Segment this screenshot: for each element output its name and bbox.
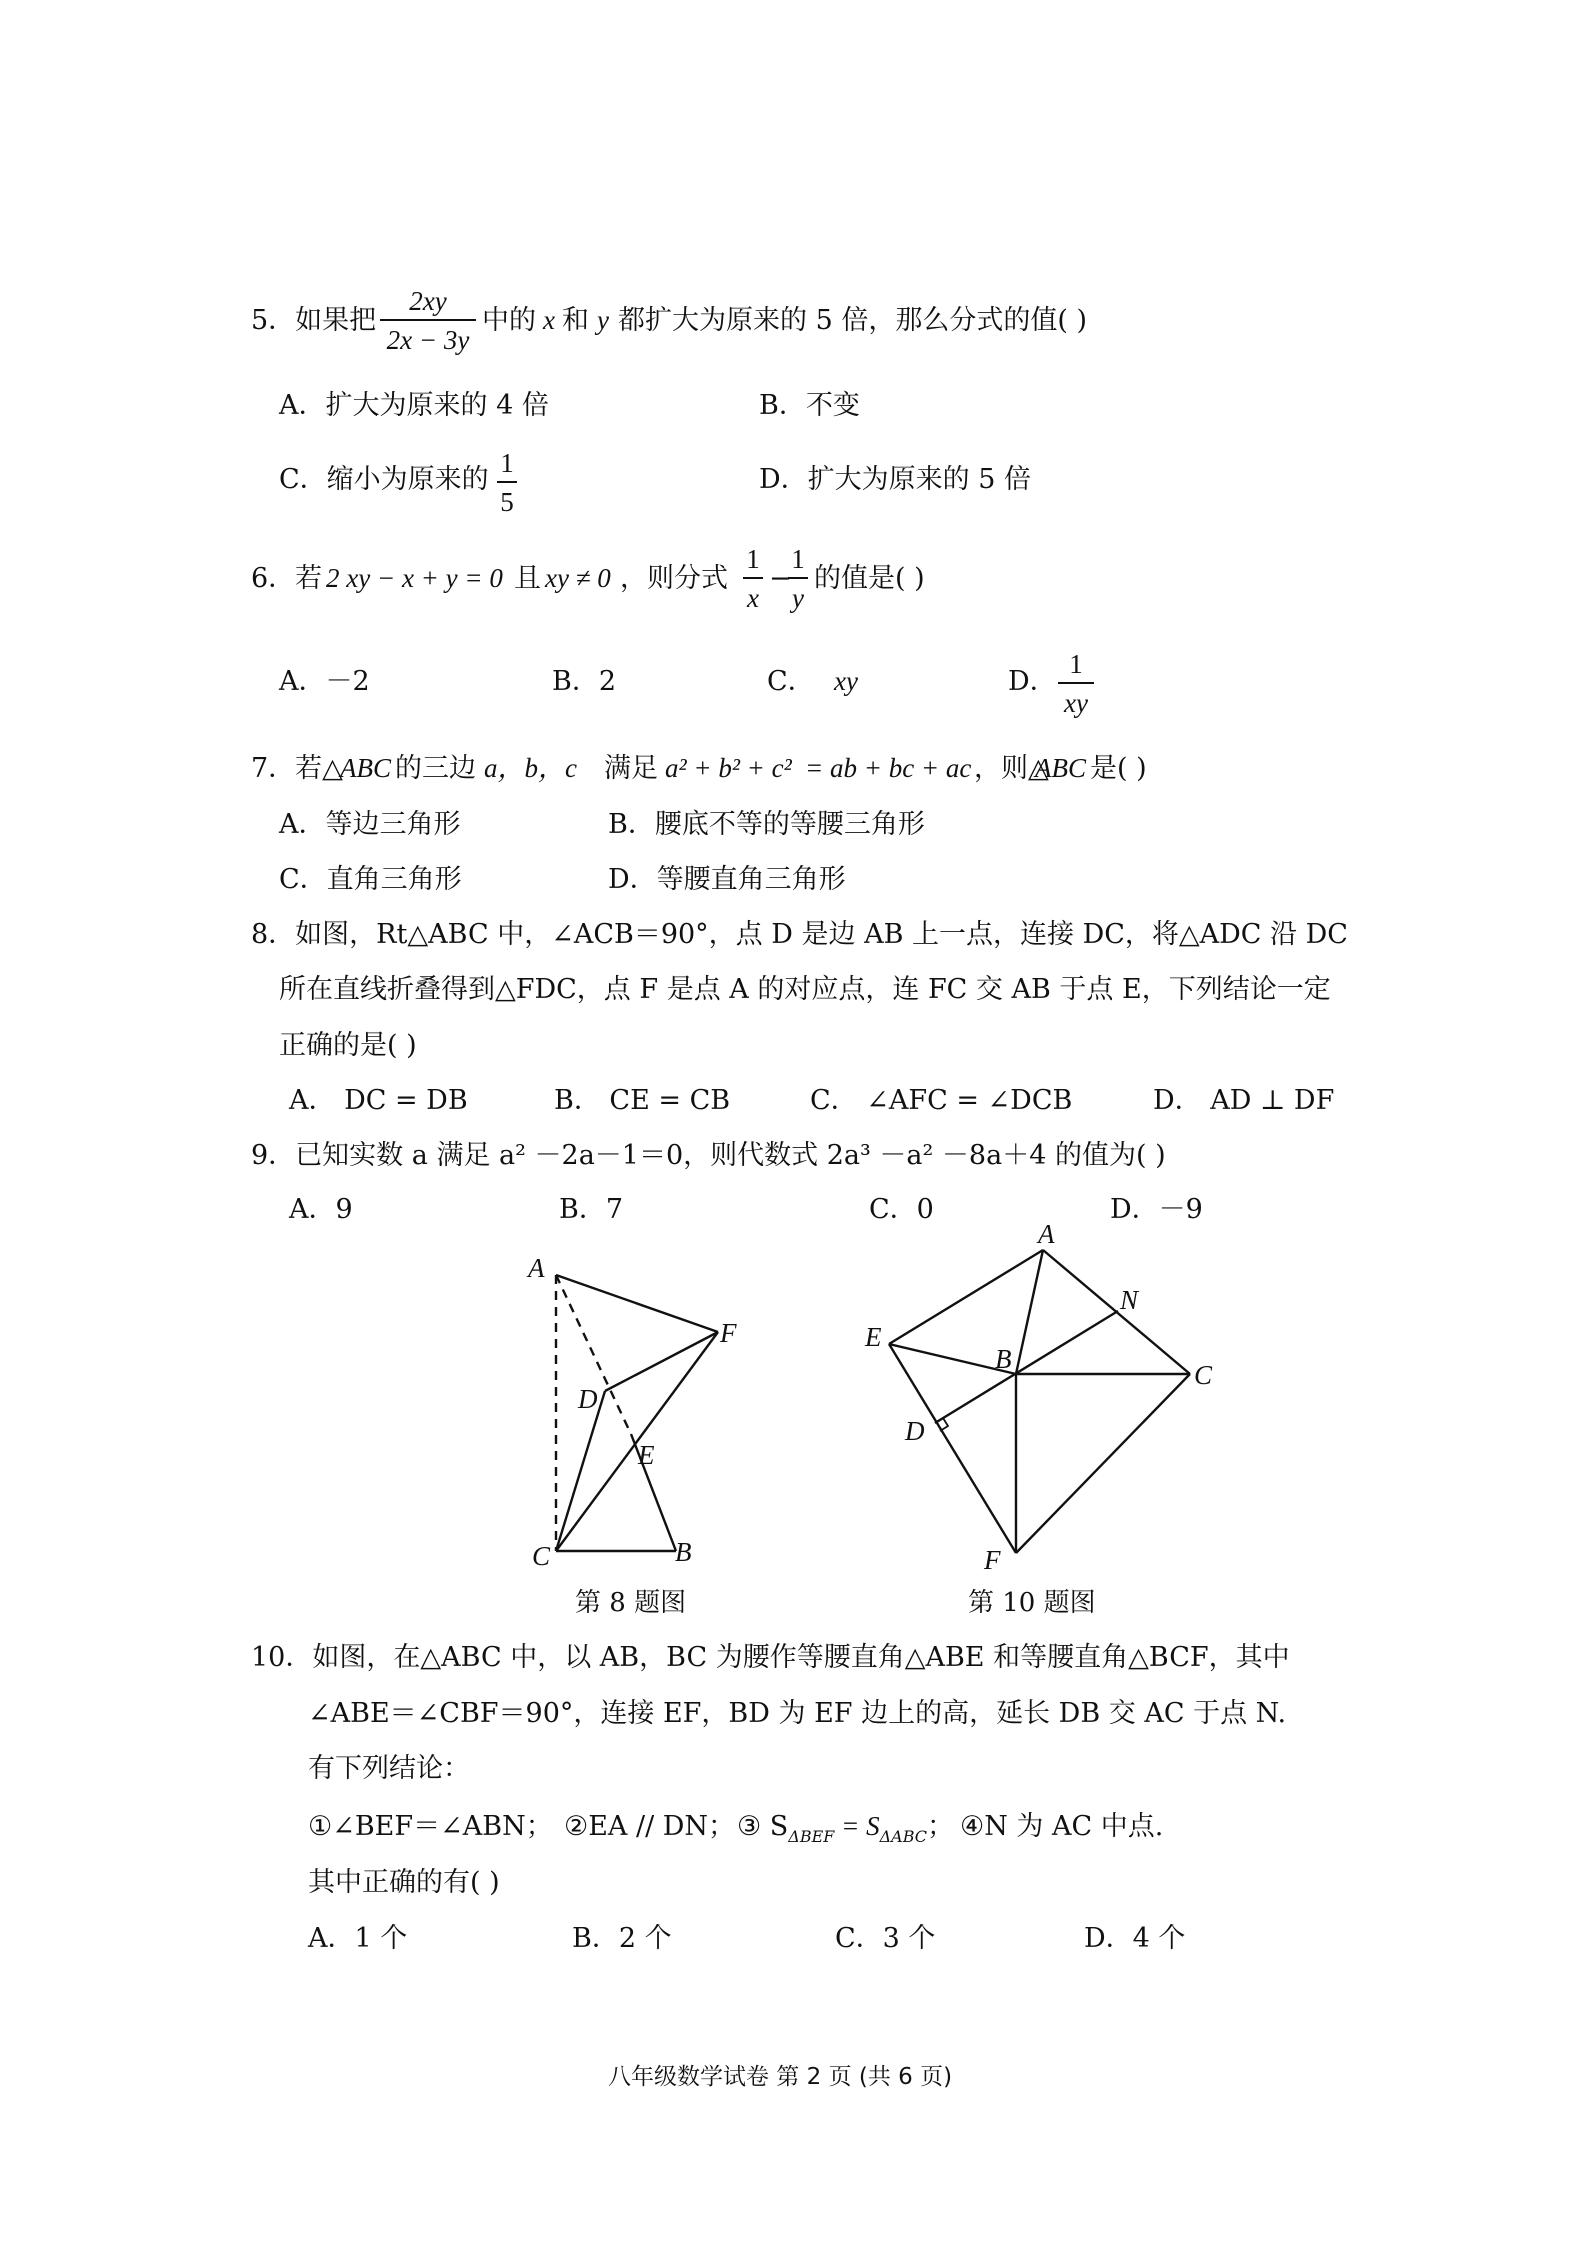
- q10-c3-sub2: ΔABC: [879, 1827, 928, 1846]
- q10-conclusion-4: ④N 为 AC 中点.: [960, 1811, 1164, 1842]
- q8-option-a: A． DC = DB: [289, 1085, 468, 1116]
- q10-line-2: ∠ABE＝∠CBF＝90°，连接 EF，BD 为 EF 边上的高，延长 DB 交 AC 于点 N.: [308, 1698, 1287, 1729]
- q7-eq-lhs: a² + b² + c²: [665, 753, 792, 783]
- q6-and: 且: [514, 563, 541, 594]
- q10-option-b: B．2 个: [572, 1923, 672, 1954]
- q6-option-d-numerator: 1: [1069, 649, 1083, 679]
- q6-option-c-value: xy: [834, 666, 858, 696]
- fig8-segment-af: [556, 1275, 718, 1332]
- fig8-label-d: D: [578, 1384, 598, 1414]
- q6-condition2: xy ≠ 0: [545, 563, 611, 593]
- q6-option-d-denominator: xy: [1064, 688, 1088, 718]
- q5-option-a: A．扩大为原来的 4 倍: [279, 390, 549, 421]
- q9-option-d: D．－9: [1110, 1194, 1203, 1225]
- q10-line-3: 有下列结论：: [308, 1753, 470, 1784]
- q6-fraction-1-denominator: x: [747, 583, 759, 613]
- q5-option-c-denominator: 5: [500, 487, 514, 517]
- q7-suffix-abc: ABC: [1035, 753, 1086, 783]
- q5-option-c-numerator: 1: [500, 448, 514, 478]
- q9-option-a: A．9: [289, 1194, 353, 1225]
- fig8-label-c: C: [532, 1541, 551, 1571]
- fig10-label-d: D: [905, 1416, 925, 1446]
- q10-c3-eq: = S: [834, 1811, 880, 1841]
- q5-var-x: x: [543, 305, 555, 335]
- q5-prefix: 5．如果把: [251, 305, 377, 336]
- q9-line-1: 9．已知实数 a 满足 a² －2a－1＝0，则代数式 2a³ －a² －8a＋4 的值为( ): [251, 1140, 1166, 1171]
- q7-prefix: 7．若△: [251, 753, 343, 784]
- q5-option-d: D．扩大为原来的 5 倍: [759, 464, 1031, 495]
- fig10-label-f: F: [984, 1545, 1001, 1575]
- q7-option-a: A．等边三角形: [279, 809, 461, 840]
- fig10-segment-ef: [889, 1344, 1016, 1553]
- fig10-caption: 第 10 题图: [968, 1588, 1096, 1618]
- q5-fraction-denominator: 2x − 3y: [386, 325, 470, 355]
- q6-option-d-label: D．: [1008, 666, 1057, 697]
- q8-line-2: 所在直线折叠得到△FDC，点 F 是点 A 的对应点，连 FC 交 AB 于点 E，下列结论一定: [279, 974, 1331, 1005]
- q7-suffix-prefix: ，则△: [974, 753, 1049, 784]
- fig10-label-c: C: [1194, 1360, 1213, 1390]
- q5-option-c: C．缩小为原来的: [279, 464, 489, 495]
- q8-line-1: 8．如图，Rt△ABC 中，∠ACB＝90°，点 D 是边 AB 上一点，连接 DC，将△ADC 沿 DC: [251, 919, 1348, 950]
- fig8-segment-cd: [556, 1391, 605, 1551]
- q10-conclusion-2: ②EA // DN；: [564, 1811, 736, 1842]
- q6-mid: ，则分式: [620, 563, 728, 594]
- q7-triangle-abc: ABC: [340, 753, 391, 783]
- fig10-label-e: E: [865, 1322, 882, 1352]
- q7-mid2: 满足: [604, 753, 658, 784]
- q7-option-b: B．腰底不等的等腰三角形: [608, 809, 925, 840]
- q10-conclusion-3: [737, 1813, 954, 1845]
- q5-text-mid1: 中的: [482, 305, 536, 336]
- q9-option-c: C．0: [869, 1194, 934, 1225]
- q6-fraction-1-numerator: 1: [746, 544, 760, 574]
- q7-eq-rhs: = ab + bc + ac: [805, 753, 972, 783]
- fig10-segment-ae: [889, 1250, 1043, 1344]
- q5-suffix: 都扩大为原来的 5 倍，那么分式的值( ): [618, 305, 1087, 336]
- q5-fraction-numerator: 2xy: [409, 286, 447, 316]
- q6-suffix: 的值是( ): [814, 563, 925, 594]
- q10-line-1: 10．如图，在△ABC 中，以 AB，BC 为腰作等腰直角△ABE 和等腰直角△BCF，其中: [251, 1642, 1290, 1673]
- q10-c3-s1: ③ S: [737, 1811, 789, 1842]
- q6-minus: −: [769, 563, 792, 594]
- q8-line-3: 正确的是( ): [279, 1030, 417, 1061]
- q9-option-b: B．7: [559, 1194, 624, 1225]
- q10-option-c: C．3 个: [835, 1923, 936, 1954]
- q6-option-a: A．－2: [279, 666, 370, 697]
- q10-c3-sub1: ΔBEF: [788, 1827, 835, 1846]
- q7-vars: a，b，c: [484, 753, 577, 783]
- fig10-label-a: A: [1038, 1219, 1055, 1249]
- q10-c3-post: ；: [927, 1811, 955, 1842]
- q7-option-c: C．直角三角形: [279, 864, 462, 895]
- fig10-label-n: N: [1120, 1285, 1139, 1315]
- q5-text-mid2: 和: [562, 305, 589, 336]
- q8-option-d: D． AD ⊥ DF: [1153, 1085, 1335, 1116]
- fig8-segment-cf: [556, 1332, 718, 1551]
- figure-10: [889, 1250, 1190, 1553]
- fig10-label-b: B: [995, 1344, 1012, 1374]
- fig8-caption: 第 8 题图: [575, 1588, 687, 1618]
- q6-prefix: 6．若: [251, 563, 323, 594]
- page-footer: 八年级数学试卷 第 2 页 (共 6 页): [608, 2064, 953, 2090]
- q7-suffix: 是( ): [1090, 753, 1147, 784]
- q6-fraction-2-numerator: 1: [791, 544, 805, 574]
- q10-option-d: D．4 个: [1084, 1923, 1186, 1954]
- q10-conclusion-1: ①∠BEF＝∠ABN；: [308, 1811, 553, 1842]
- q7-option-d: D．等腰直角三角形: [608, 864, 846, 895]
- q8-option-c: C． ∠AFC = ∠DCB: [810, 1085, 1073, 1116]
- fig8-label-e: E: [638, 1440, 655, 1470]
- fig8-label-f: F: [720, 1318, 737, 1348]
- q5-option-b: B．不变: [759, 390, 860, 421]
- q10-option-a: A．1 个: [308, 1923, 408, 1954]
- q6-option-b: B．2: [552, 666, 617, 697]
- q6-condition: 2 xy − x + y = 0: [326, 563, 503, 593]
- q6-option-c-label: C．: [767, 666, 815, 697]
- fig8-label-b: B: [675, 1537, 692, 1567]
- q7-mid: 的三边: [395, 753, 476, 784]
- q8-option-b: B． CE = CB: [554, 1085, 731, 1116]
- q10-line-5: 其中正确的有( ): [308, 1867, 500, 1898]
- fig8-label-a: A: [528, 1253, 545, 1283]
- q5-var-y: y: [597, 305, 609, 335]
- fig10-segment-ab: [1016, 1250, 1043, 1374]
- fig10-segment-cf: [1016, 1374, 1190, 1553]
- q6-fraction-2-denominator: y: [792, 583, 804, 613]
- fig8-segment-df: [605, 1332, 718, 1391]
